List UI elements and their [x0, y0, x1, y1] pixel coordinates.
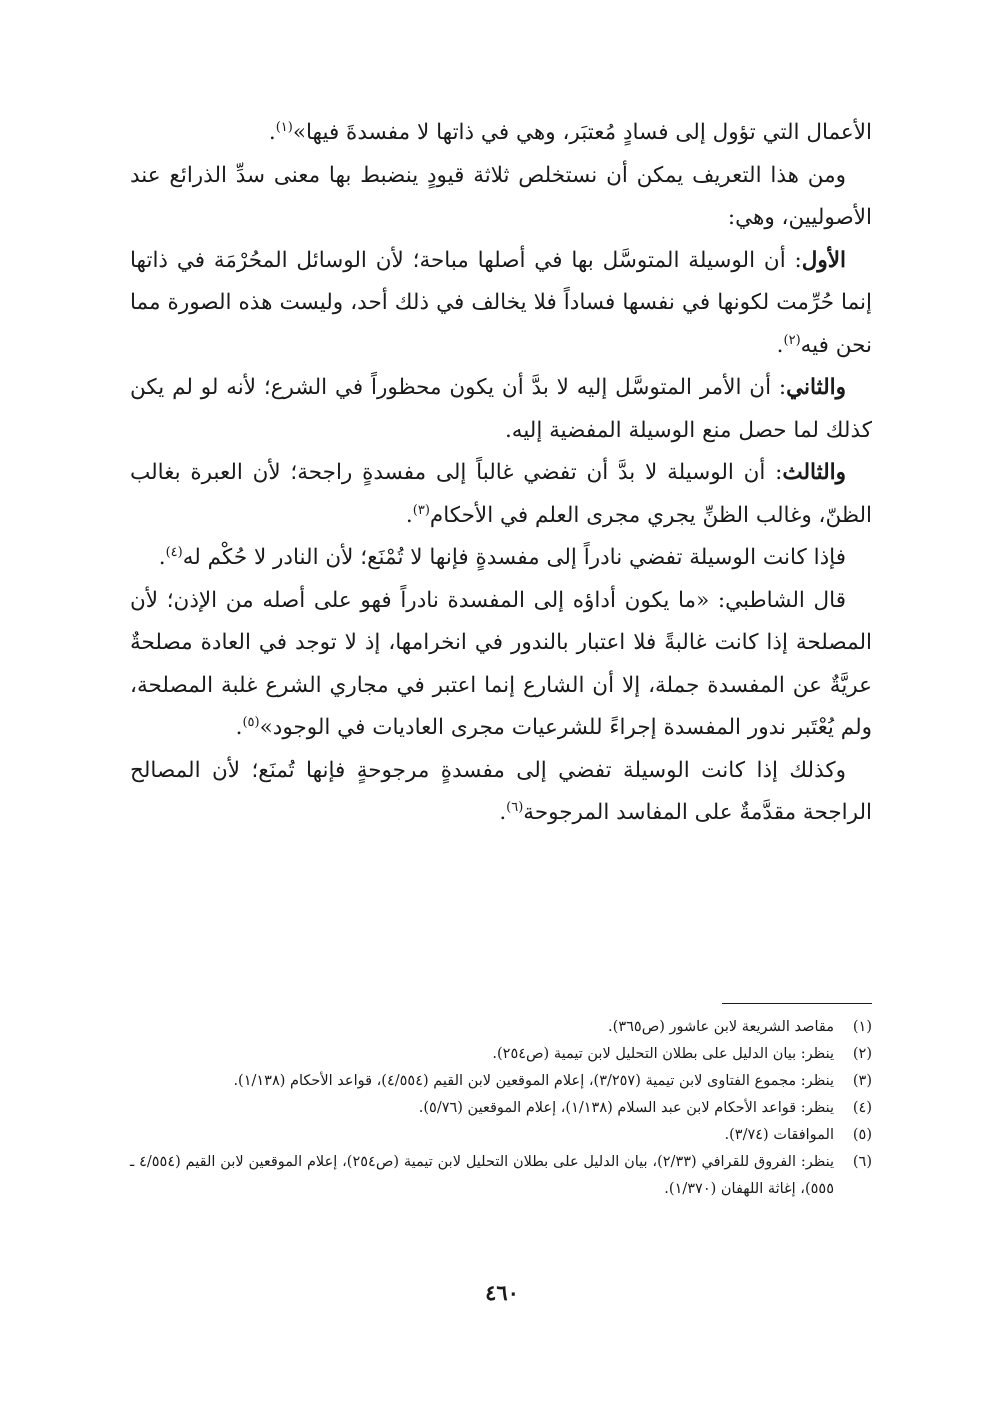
footnote-text: الموافقات (٣/٧٤).	[724, 1127, 834, 1143]
paragraph-1-dot: .	[268, 120, 276, 145]
first-condition-lead: الأول	[801, 247, 846, 273]
footnote-number: (٥)	[852, 1127, 872, 1143]
second-condition-lead: والثاني	[786, 375, 846, 400]
paragraph-7-text: قال الشاطبي: «ما يكون أداؤه إلى المفسدة نادراً فهو على أصله من الإذن؛ لأن المصلحة إذا كانت غالبةً فلا اعتبار بالندور في انخرامها، إذ لا توجد في العادة مصلحةٌ عريَّةٌ عن المفسدة جملة، إلا أن الشارع إنما اعتبر في مجاري الشرع غلبة المصلحة، ولم يُعْتَبر ندور المفسدة إجراءً للشرعيات مجرى العاديات في الوجود»	[130, 587, 872, 740]
footnote-text: ينظر: بيان الدليل على بطلان التحليل لابن تيمية (ص٢٥٤).	[492, 1046, 834, 1062]
footnote-number: (٣)	[852, 1073, 872, 1089]
paragraph-4-text: : أن الأمر المتوسَّل إليه لا بدَّ أن يكون محظوراً في الشرع؛ لأنه لو لم يكن كذلك لما حصل منع الوسيلة المفضية إليه.	[130, 375, 872, 443]
paragraph-5-dot: .	[405, 502, 413, 528]
paragraph-1-text: الأعمال التي تؤول إلى فسادٍ مُعتبَر، وهي في ذاتها لا مفسدةَ فيها»	[292, 120, 872, 145]
footnote-text: ينظر: قواعد الأحكام لابن عبد السلام (١/١٣٨)، إعلام الموقعين (٥/٧٦).	[418, 1100, 834, 1116]
footnotes	[130, 1014, 872, 1203]
paragraph-8	[130, 750, 872, 835]
paragraph-7	[130, 580, 872, 750]
footnote-3	[130, 1068, 872, 1095]
third-condition-lead: والثالث	[782, 460, 846, 485]
paragraph-6-dot: .	[158, 545, 166, 570]
paragraph-6	[130, 537, 872, 580]
paragraph-5	[130, 452, 872, 537]
page-number: ٤٦٠	[485, 1280, 519, 1305]
main-text	[130, 112, 872, 835]
footnote-ref-3[interactable]: (٣)	[412, 502, 430, 518]
footnote-ref-2[interactable]: (٢)	[783, 332, 801, 348]
paragraph-5-text: : أن الوسيلة لا بدَّ أن تفضي غالباً إلى مفسدةٍ راجحة؛ لأن العبرة بغالب الظنّ، وغالب الظنِّ يجري مجرى العلم في الأحكام	[130, 460, 872, 528]
footnote-2	[130, 1041, 872, 1068]
footnote-text: ينظر: الفروق للقرافي (٢/٣٣)، بيان الدليل على بطلان التحليل لابن تيمية (ص٢٥٤)، إعلام الموقعين لابن القيم (٤/٥٥٤ ـ ٥٥٥)، إغاثة اللهفان (١/٣٧٠).	[130, 1154, 835, 1197]
footnote-ref-6[interactable]: (٦)	[506, 799, 524, 815]
paragraph-7-dot: .	[235, 715, 243, 740]
footnote-number: (٤)	[852, 1100, 872, 1116]
paragraph-3	[130, 240, 872, 368]
footnote-text: ينظر: مجموع الفتاوى لابن تيمية (٣/٢٥٧)، إعلام الموقعين لابن القيم (٤/٥٥٤)، قواعد الأحكام (١/١٣٨).	[233, 1073, 834, 1089]
paragraph-3-dot: .	[776, 332, 784, 358]
footnote-text: مقاصد الشريعة لابن عاشور (ص٣٦٥).	[608, 1019, 834, 1035]
footnote-5	[130, 1122, 872, 1149]
paragraph-4	[130, 367, 872, 452]
footnote-separator	[722, 1003, 872, 1004]
paragraph-8-dot: .	[499, 800, 507, 825]
paragraph-6-text: فإذا كانت الوسيلة تفضي نادراً إلى مفسدةٍ فإنها لا تُمْنَع؛ لأن النادر لا حُكْم له	[182, 545, 846, 570]
paragraph-2: ومن هذا التعريف يمكن أن نستخلص ثلاثة قيودٍ ينضبط بها معنى سدِّ الذرائع عند الأصوليين، وهي:	[130, 162, 872, 230]
footnote-6	[130, 1149, 872, 1203]
footnote-1	[130, 1014, 872, 1041]
footnote-ref-1[interactable]: (١)	[275, 119, 293, 135]
paragraph-3-text: : أن الوسيلة المتوسَّل بها في أصلها مباحة؛ لأن الوسائل المحُرْمَة في ذاتها إنما حُرِّمت لكونها في نفسها فساداً فلا يخالف في ذلك أحد، وليست هذه الصورة مما نحن فيه	[130, 247, 872, 358]
footnote-number: (١)	[852, 1019, 872, 1035]
footnote-number: (٢)	[852, 1046, 872, 1062]
footnote-ref-4[interactable]: (٤)	[165, 544, 183, 560]
footnote-4	[130, 1095, 872, 1122]
footnote-ref-5[interactable]: (٥)	[242, 714, 260, 730]
footnote-number: (٦)	[852, 1154, 872, 1170]
paragraph-1	[130, 112, 872, 155]
paragraph-8-text: وكذلك إذا كانت الوسيلة تفضي إلى مفسدةٍ مرجوحةٍ فإنها تُمنَع؛ لأن المصالح الراجحة مقدَّمةٌ على المفاسد المرجوحة	[130, 757, 872, 825]
